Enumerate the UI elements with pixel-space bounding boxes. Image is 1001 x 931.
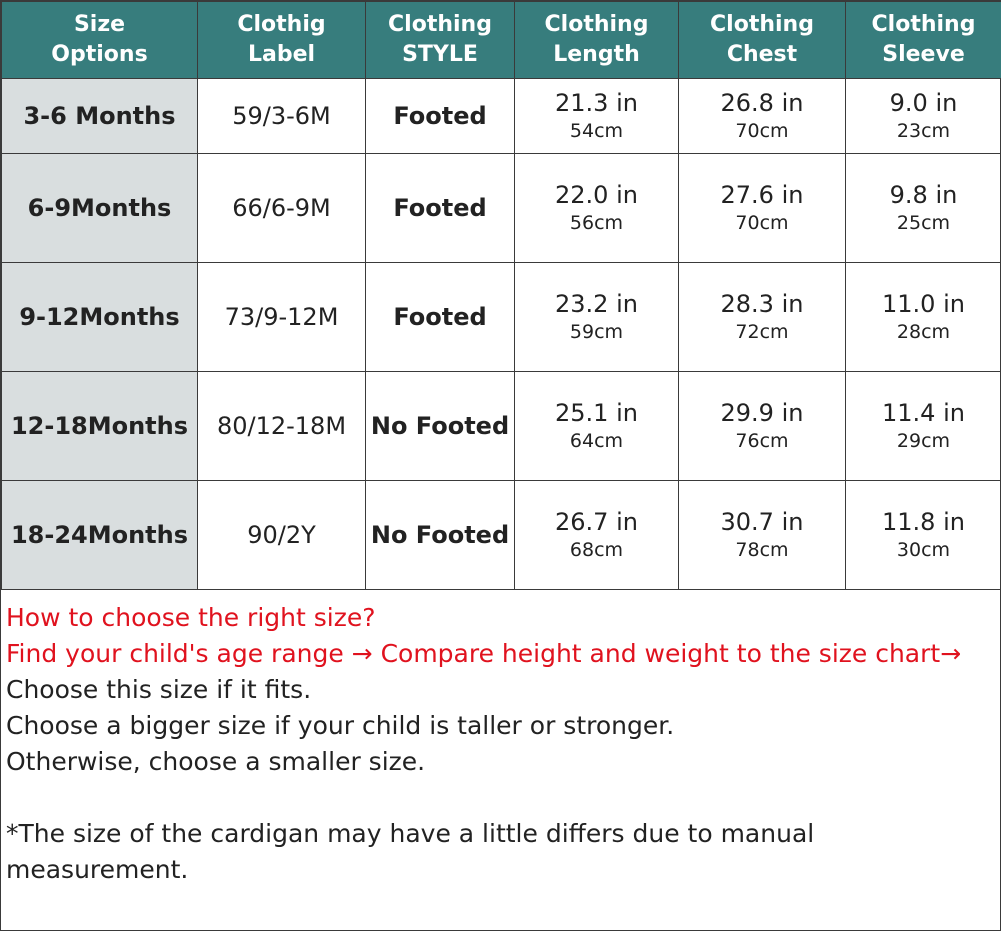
note-footnote: *The size of the cardigan may have a little differs due to manual measurement. — [6, 819, 815, 884]
table-row — [2, 79, 1001, 154]
table-row — [2, 263, 1001, 372]
label-cell: 80/12-18M — [198, 372, 366, 481]
sleeve-cell: 11.0 in 28cm — [846, 263, 1001, 372]
label-cell: 90/2Y — [198, 481, 366, 590]
size-cell: 9-12Months — [2, 263, 198, 372]
chest-cell: 27.6 in 70cm — [679, 154, 846, 263]
chest-cell: 28.3 in 72cm — [679, 263, 846, 372]
chest-cell: 29.9 in 76cm — [679, 372, 846, 481]
size-cell: 3-6 Months — [2, 79, 198, 154]
note-heading: How to choose the right size? — [6, 603, 376, 632]
size-table — [1, 1, 1001, 590]
header-clothing-sleeve: Clothing Sleeve — [846, 2, 1001, 79]
table-row — [2, 372, 1001, 481]
spacer — [6, 780, 994, 816]
chest-cell: 26.8 in 70cm — [679, 79, 846, 154]
note-line: Otherwise, choose a smaller size. — [6, 747, 426, 776]
note-line: Choose a bigger size if your child is taller or stronger. — [6, 711, 675, 740]
label-cell: 73/9-12M — [198, 263, 366, 372]
header-clothing-label: Clothig Label — [198, 2, 366, 79]
size-cell: 18-24Months — [2, 481, 198, 590]
header-size-options: Size Options — [2, 2, 198, 79]
note-line: Choose this size if it fits. — [6, 675, 312, 704]
label-cell: 59/3-6M — [198, 79, 366, 154]
note-instruction: Find your child's age range → Compare height and weight to the size chart→ — [6, 639, 962, 668]
header-row — [2, 2, 1001, 79]
length-cell: 21.3 in 54cm — [515, 79, 679, 154]
length-cell: 26.7 in 68cm — [515, 481, 679, 590]
table-row — [2, 154, 1001, 263]
length-cell: 22.0 in 56cm — [515, 154, 679, 263]
label-cell: 66/6-9M — [198, 154, 366, 263]
header-clothing-chest: Clothing Chest — [679, 2, 846, 79]
style-cell: Footed — [366, 79, 515, 154]
style-cell: No Footed — [366, 372, 515, 481]
length-cell: 25.1 in 64cm — [515, 372, 679, 481]
header-clothing-style: Clothing STYLE — [366, 2, 515, 79]
header-clothing-length: Clothing Length — [515, 2, 679, 79]
table-row — [2, 481, 1001, 590]
size-cell: 12-18Months — [2, 372, 198, 481]
sleeve-cell: 11.4 in 29cm — [846, 372, 1001, 481]
style-cell: No Footed — [366, 481, 515, 590]
chest-cell: 30.7 in 78cm — [679, 481, 846, 590]
size-guide-notes — [1, 590, 1000, 888]
style-cell: Footed — [366, 154, 515, 263]
sleeve-cell: 9.0 in 23cm — [846, 79, 1001, 154]
size-cell: 6-9Months — [2, 154, 198, 263]
style-cell: Footed — [366, 263, 515, 372]
sleeve-cell: 11.8 in 30cm — [846, 481, 1001, 590]
length-cell: 23.2 in 59cm — [515, 263, 679, 372]
sleeve-cell: 9.8 in 25cm — [846, 154, 1001, 263]
